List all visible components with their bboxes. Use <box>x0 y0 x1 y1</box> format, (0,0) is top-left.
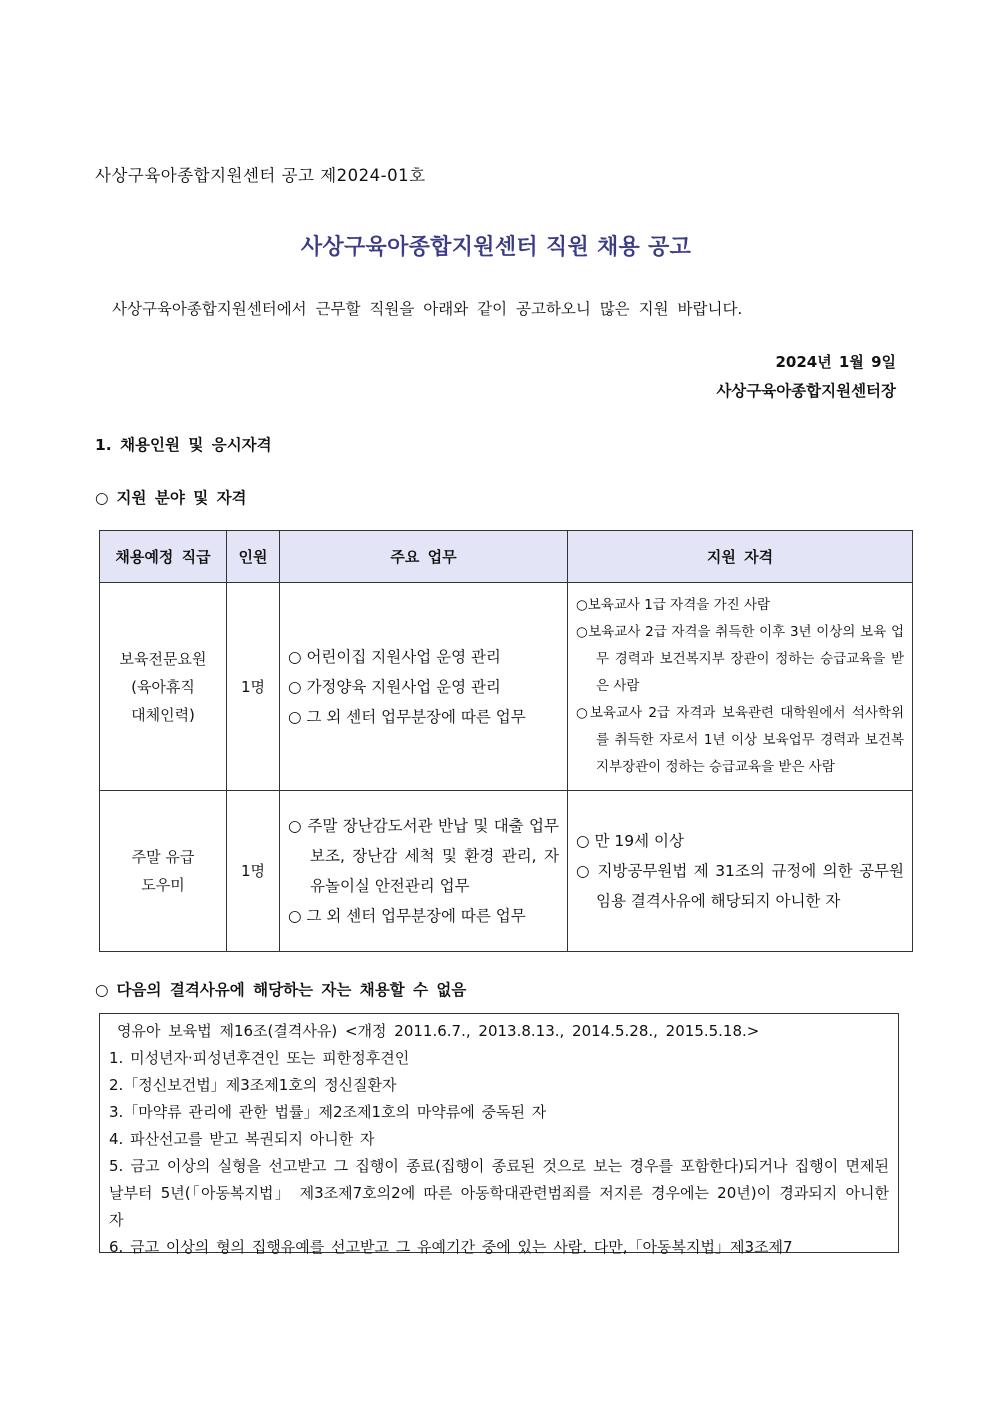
position-line: (육아휴직 <box>131 677 195 696</box>
position-cell <box>100 583 227 791</box>
qualification-item: ○보육교사 1급 자격을 가진 사람 <box>576 597 771 613</box>
duty-item: ○ 어린이집 지원사업 운영 관리 <box>288 647 501 666</box>
notice-date: 2024년 1월 9일 <box>775 353 896 371</box>
qualification-item: ○보육교사 2급 자격을 취득한 이후 3년 이상의 보육 업무 경력과 보건복지부 장관이 정하는 승급교육을 받은 사람 <box>576 624 904 694</box>
qualifications-cell <box>568 583 913 791</box>
page-title: 사상구육아종합지원센터 직원 채용 공고 <box>300 235 692 260</box>
duties-cell <box>280 583 568 791</box>
position-line: 주말 유급 <box>131 848 195 866</box>
list-item: 5. 금고 이상의 실형을 선고받고 그 집행이 종료(집행이 종료된 것으로 보는 경우를 포함한다)되거나 집행이 면제된 날부터 5년(「아동복지법」 제3조제7호의2에 따른 아동학대관련범죄를 저지른 경우에는 20년)이 경과되지 아니한 자 <box>109 1157 889 1229</box>
sub-heading-disqualification <box>95 978 466 1000</box>
position-line: 대체인력) <box>131 705 195 724</box>
qualification-item: ○보육교사 2급 자격과 보육관련 대학원에서 석사학위를 취득한 자로서 1년 이상 보육업무 경력과 보건복지부장관이 정하는 승급교육을 받은 사람 <box>576 705 904 775</box>
intro-text: 사상구육아종합지원센터에서 근무할 직원을 아래와 같이 공고하오니 많은 지원 바랍니다. <box>112 300 743 318</box>
list-item: 3.「마약류 관리에 관한 법률」제2조제1호의 마약류에 중독된 자 <box>109 1103 547 1121</box>
header-position: 채용예정 직급 <box>100 531 227 583</box>
count-cell: 1명 <box>227 583 280 791</box>
duties-cell <box>280 791 568 952</box>
qualifications-cell <box>568 791 913 952</box>
header-duties: 주요 업무 <box>280 531 568 583</box>
qualification-item: ○ 지방공무원법 제 31조의 규정에 의한 공무원 임용 결격사유에 해당되지 아니한 자 <box>576 862 904 910</box>
circle-bullet-icon: ○ <box>95 489 109 507</box>
table-header-row <box>100 531 913 583</box>
header-qualifications: 지원 자격 <box>568 531 913 583</box>
position-line: 보육전문요원 <box>119 649 207 668</box>
sub-heading-fields-label: 지원 분야 및 자격 <box>116 489 247 507</box>
issuer-name: 사상구육아종합지원센터장 <box>716 382 896 400</box>
sub-heading-fields <box>95 486 247 508</box>
list-item: 4. 파산선고를 받고 복권되지 아니한 자 <box>109 1130 375 1148</box>
list-item: 2.「정신보건법」제3조제1호의 정신질환자 <box>109 1076 397 1094</box>
law-title: 영유아 보육법 제16조(결격사유) <개정 2011.6.7., 2013.8.13., 2014.5.28., 2015.5.18.> <box>117 1022 760 1040</box>
position-cell <box>100 791 227 952</box>
circle-bullet-icon: ○ <box>95 981 109 999</box>
duty-item: ○ 가정양육 지원사업 운영 관리 <box>288 677 501 696</box>
position-line: 도우미 <box>141 876 185 894</box>
table-row <box>100 583 913 791</box>
section-heading-recruitment: 1. 채용인원 및 응시자격 <box>95 436 272 454</box>
duty-item: ○ 주말 장난감도서관 반납 및 대출 업무보조, 장난감 세척 및 환경 관리, 자유놀이실 안전관리 업무 <box>288 817 559 895</box>
disqualification-box <box>99 1013 899 1256</box>
qualification-item: ○ 만 19세 이상 <box>576 832 684 850</box>
duty-item: ○ 그 외 센터 업무분장에 따른 업무 <box>288 907 526 925</box>
sub-heading-disqualification-label: 다음의 결격사유에 해당하는 자는 채용할 수 없음 <box>116 981 467 999</box>
list-item: 1. 미성년자·피성년후견인 또는 피한정후견인 <box>109 1049 410 1067</box>
recruitment-table <box>99 530 913 952</box>
header-count: 인원 <box>227 531 280 583</box>
duty-item: ○ 그 외 센터 업무분장에 따른 업무 <box>288 707 526 726</box>
list-item: 6. 금고 이상의 형의 집행유예를 선고받고 그 유예기간 중에 있는 사람. 다만,「아동복지법」제3조제7 <box>109 1238 793 1256</box>
table-row <box>100 791 913 952</box>
count-cell: 1명 <box>227 791 280 952</box>
notice-number: 사상구육아종합지원센터 공고 제2024-01호 <box>95 166 426 185</box>
